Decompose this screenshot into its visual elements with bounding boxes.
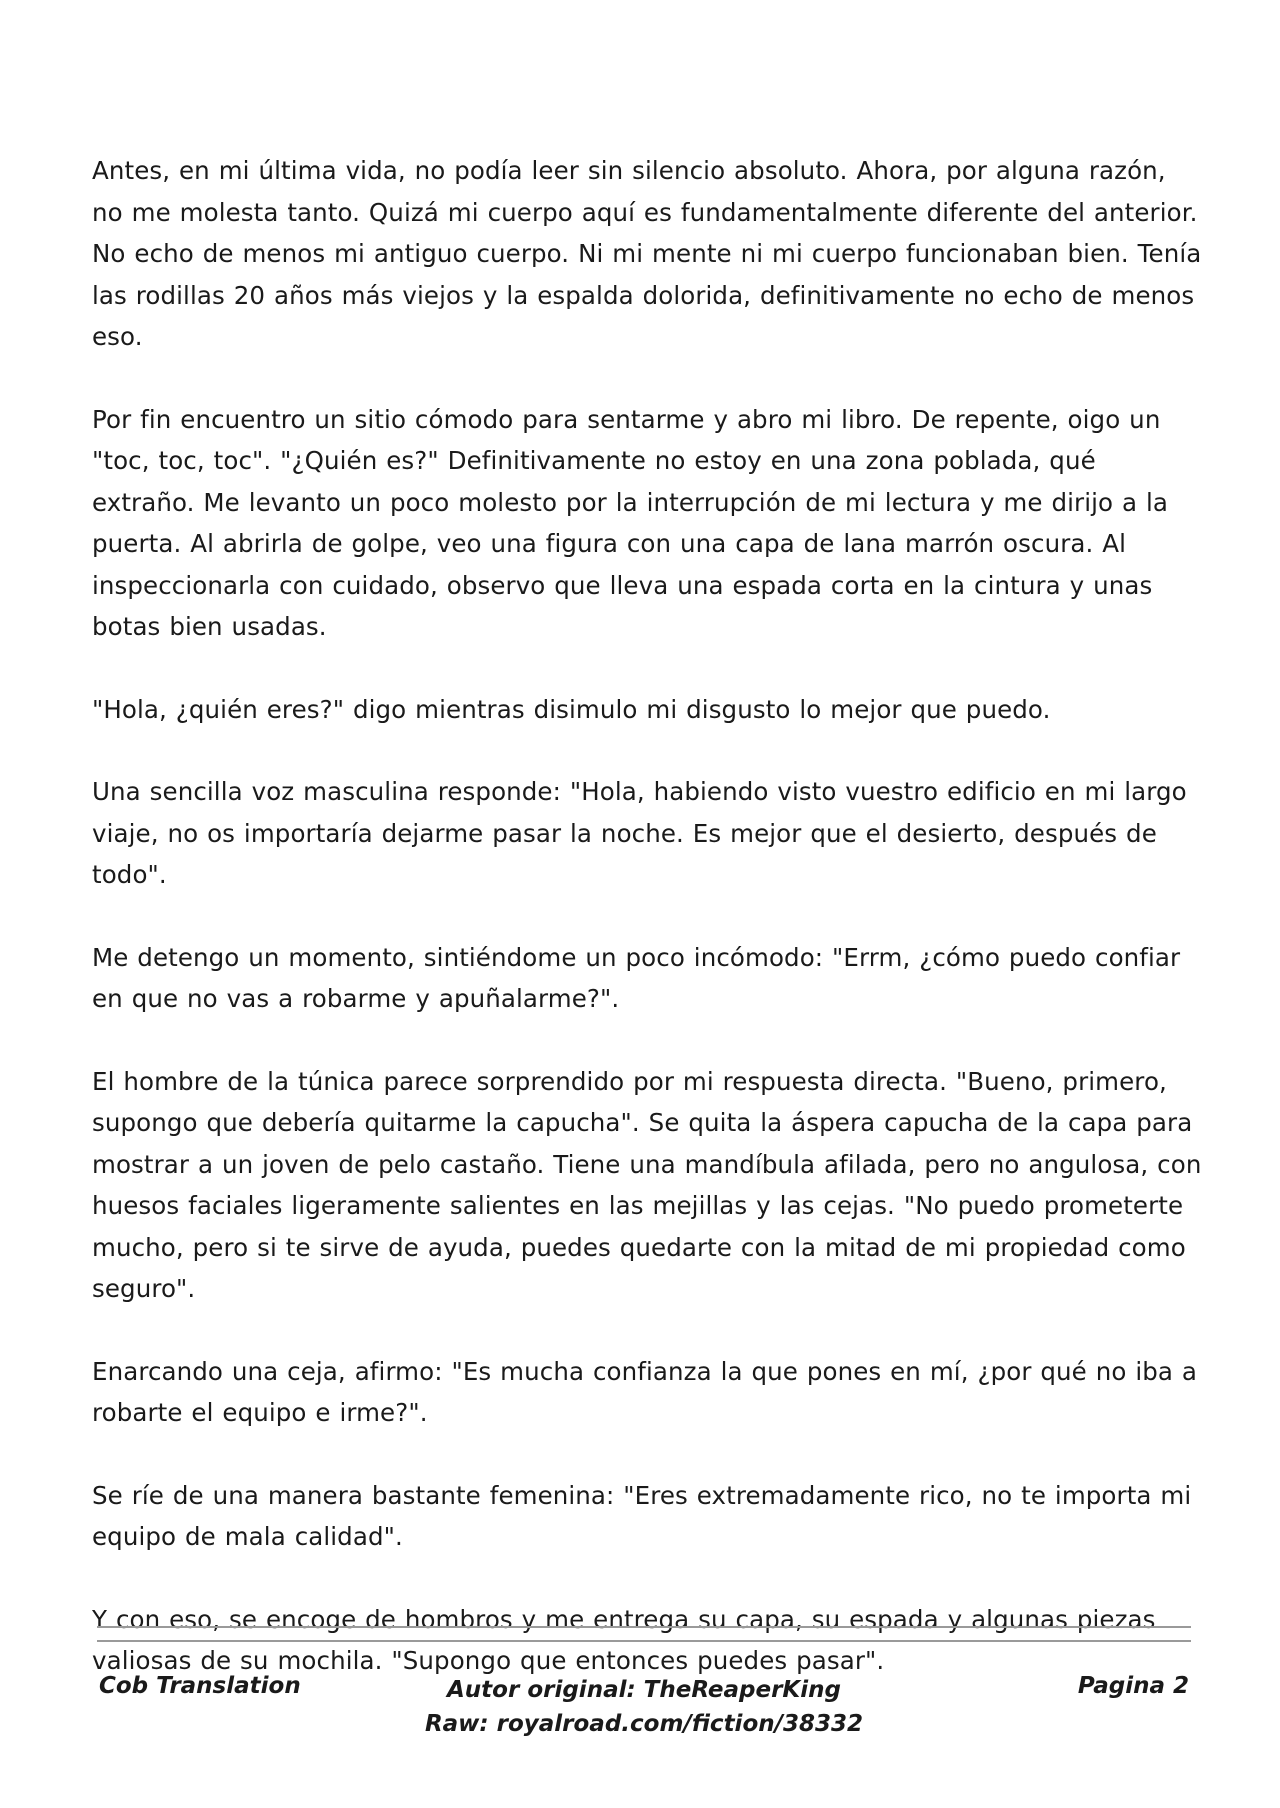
footer-page-number: Pagina 2: [1077, 1673, 1189, 1699]
paragraph-4: Una sencilla voz masculina responde: "Hola, habiendo visto vuestro edificio en mi largo viaje, no os importaría dejarme pasar la noche. Es mejor que el desierto, después de todo".: [92, 777, 1187, 889]
footer-divider-bottom: [97, 1640, 1191, 1642]
footer-divider-top: [97, 1626, 1191, 1628]
paragraph-2: Por fin encuentro un sitio cómodo para sentarme y abro mi libro. De repente, oigo un "toc, toc, toc". "¿Quién es?" Definitivamente no estoy en una zona poblada, qué extraño. Me levanto un poco molesto por la interrupción de mi lectura y me dirijo a la puerta. Al abrirla de golpe, veo una figura con una capa de lana marrón oscura. Al inspeccionarla con cuidado, observo que lleva una espada corta en la cintura y unas botas bien usadas.: [92, 404, 1169, 641]
footer-author: Autor original: TheReaperKing: [447, 1677, 841, 1703]
footer-credits: [97, 1673, 1191, 1741]
paragraph-1: Antes, en mi última vida, no podía leer sin silencio absoluto. Ahora, por alguna razón, no me molesta tanto. Quizá mi cuerpo aquí es fundamentalmente diferente del anterior. No echo de menos mi antiguo cuerpo. Ni mi mente ni mi cuerpo funcionaban bien. Tenía las rodillas 20 años más viejos y la espalda dolorida, definitivamente no echo de menos eso.: [92, 156, 1202, 351]
paragraph-7: Enarcando una ceja, afirmo: "Es mucha confianza la que pones en mí, ¿por qué no iba a robarte el equipo e irme?".: [92, 1356, 1197, 1427]
body-text: [92, 150, 1202, 1723]
paragraph-8: Se ríe de una manera bastante femenina: "Eres extremadamente rico, no te importa mi equipo de mala calidad".: [92, 1480, 1192, 1551]
paragraph-5: Me detengo un momento, sintiéndome un poco incómodo: "Errm, ¿cómo puedo confiar en que no vas a robarme y apuñalarme?".: [92, 942, 1181, 1013]
paragraph-9: Y con eso, se encoge de hombros y me entrega su capa, su espada y algunas piezas valiosas de su mochila. "Supongo que entonces puedes pasar".: [92, 1604, 1156, 1675]
footer-translator: Cob Translation: [99, 1673, 301, 1699]
paragraph-3: "Hola, ¿quién eres?" digo mientras disimulo mi disgusto lo mejor que puedo.: [92, 694, 1051, 724]
paragraph-6: El hombre de la túnica parece sorprendido por mi respuesta directa. "Bueno, primero, supongo que debería quitarme la capucha". Se quita la áspera capucha de la capa para mostrar a un joven de pelo castaño. Tiene una mandíbula afilada, pero no angulosa, con huesos faciales ligeramente salientes en las mejillas y las cejas. "No puedo prometerte mucho, pero si te sirve de ayuda, puedes quedarte con la mitad de mi propiedad como seguro".: [92, 1066, 1202, 1303]
footer-raw-source: Raw: royalroad.com/fiction/38332: [424, 1711, 864, 1737]
page-footer: [97, 1665, 1191, 1745]
